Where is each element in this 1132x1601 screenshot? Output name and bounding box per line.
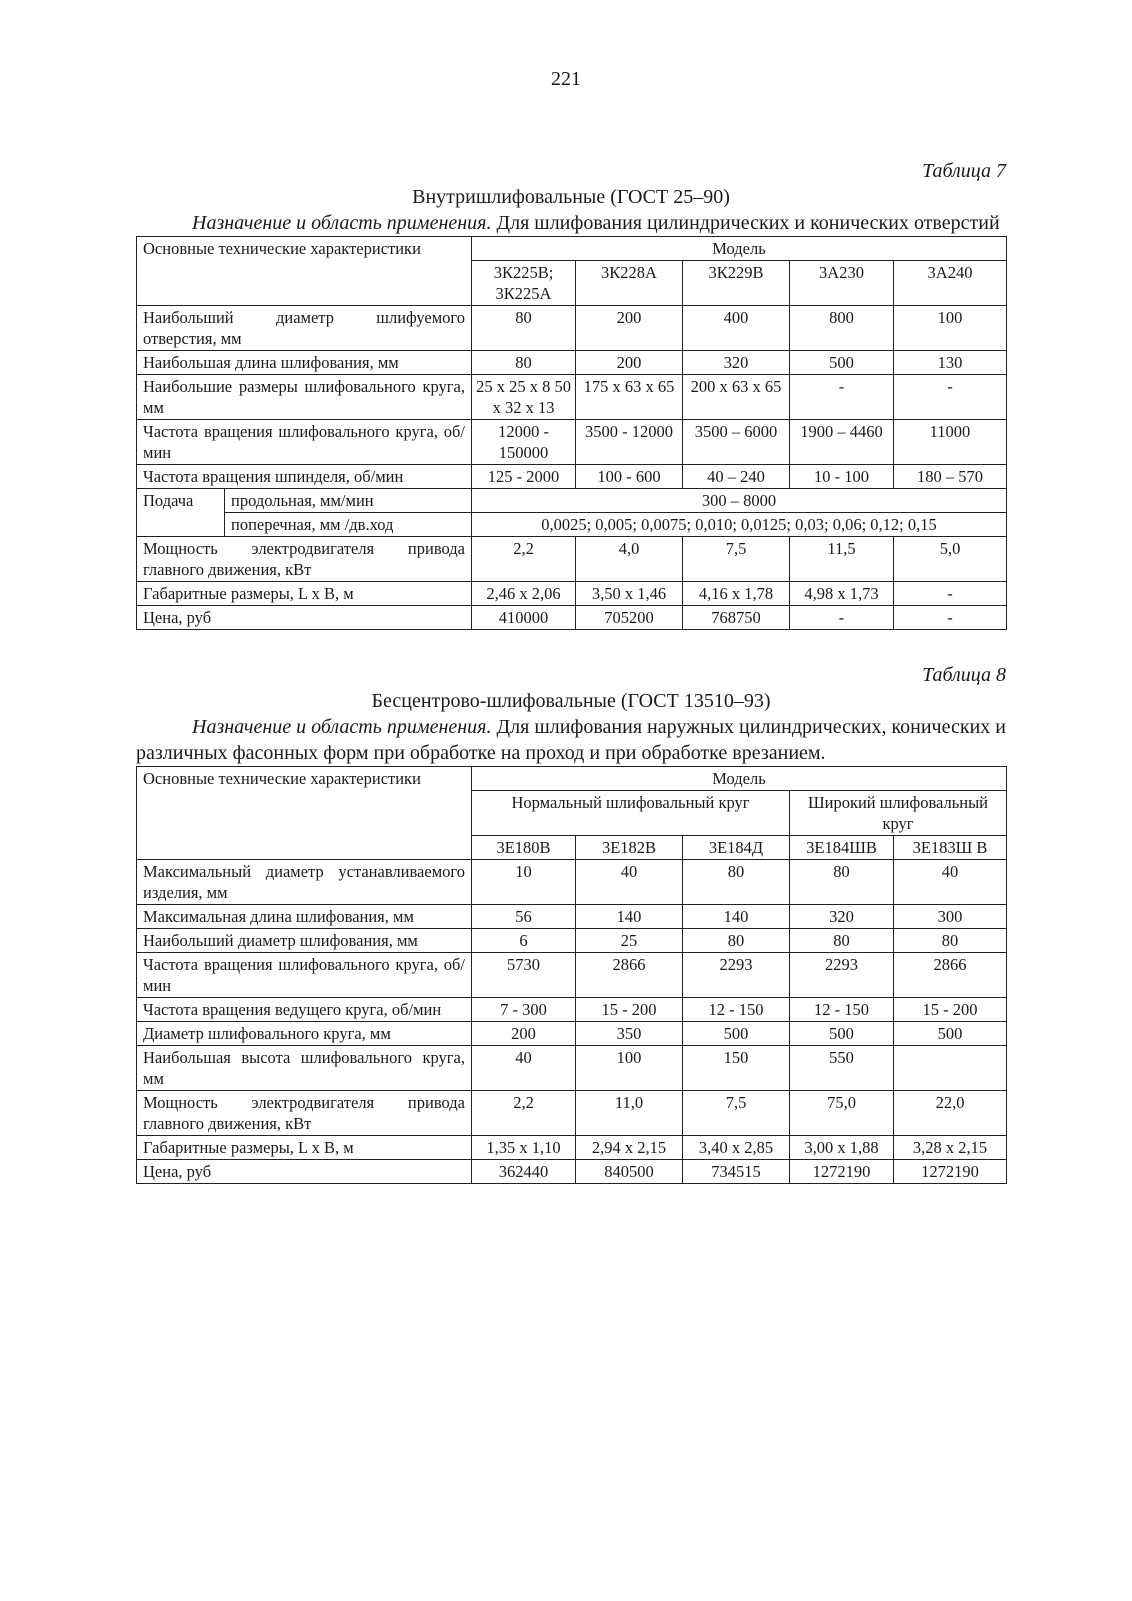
value-cell: 80 — [790, 929, 894, 953]
value-cell: 2,2 — [472, 1091, 576, 1136]
table-row — [137, 537, 1007, 582]
table8-purpose-text: Для шлифования наружных цилиндрических, конических и различных фасонных форм при обработке на проход и при обработке врезанием. — [136, 716, 1006, 764]
value-cell: 3,50 х 1,46 — [576, 582, 683, 606]
table-row — [137, 375, 1007, 420]
table8-title: Бесцентрово-шлифовальные (ГОСТ 13510–93) — [371, 690, 771, 712]
value-cell: 5730 — [472, 953, 576, 998]
feed-longitudinal-label: продольная, мм/мин — [225, 489, 472, 513]
model-cell: 3Е183Ш В — [894, 836, 1007, 860]
table7-purpose-text: Для шлифования цилиндрических и конических отверстий — [491, 212, 1000, 234]
row-label: Наибольший диаметр шлифования, мм — [137, 929, 472, 953]
table7-body — [137, 237, 1007, 630]
value-cell: 2866 — [894, 953, 1007, 998]
value-cell: 2,2 — [472, 537, 576, 582]
value-cell: 6 — [472, 929, 576, 953]
value-cell: 12 - 150 — [790, 998, 894, 1022]
value-cell: 80 — [472, 351, 576, 375]
value-cell: 800 — [790, 306, 894, 351]
value-cell: 40 — [576, 860, 683, 905]
row-label: Цена, руб — [137, 1160, 472, 1184]
table7-title: Внутришлифовальные (ГОСТ 25–90) — [412, 186, 730, 208]
value-cell: 4,0 — [576, 537, 683, 582]
value-cell: 15 - 200 — [894, 998, 1007, 1022]
table8-purpose-label: Назначение и область применения. — [192, 716, 492, 738]
table7 — [136, 236, 1007, 630]
value-cell: 10 — [472, 860, 576, 905]
value-cell: 100 - 600 — [576, 465, 683, 489]
header-model: Модель — [472, 237, 1007, 261]
value-cell: 11000 — [894, 420, 1007, 465]
table-row — [137, 905, 1007, 929]
value-cell: 125 - 2000 — [472, 465, 576, 489]
value-cell: 100 — [576, 1046, 683, 1091]
table-row — [137, 465, 1007, 489]
value-cell: 7 - 300 — [472, 998, 576, 1022]
value-cell: 80 — [472, 306, 576, 351]
value-cell: - — [790, 375, 894, 420]
value-cell: 75,0 — [790, 1091, 894, 1136]
value-cell: 11,0 — [576, 1091, 683, 1136]
value-cell: 734515 — [683, 1160, 790, 1184]
table-row — [137, 1160, 1007, 1184]
header-characteristics: Основные технические характеристики — [137, 767, 472, 860]
table7-purpose — [136, 210, 1006, 236]
feed-row-longitudinal — [137, 489, 1007, 513]
value-cell: 40 — [894, 860, 1007, 905]
table-row — [137, 929, 1007, 953]
value-cell: 4,16 х 1,78 — [683, 582, 790, 606]
value-cell: 500 — [683, 1022, 790, 1046]
row-label: Цена, руб — [137, 606, 472, 630]
row-label: Частота вращения шлифовального круга, об/мин — [137, 420, 472, 465]
value-cell: 200 — [576, 306, 683, 351]
value-cell: 175 х 63 х 65 — [576, 375, 683, 420]
row-label: Частота вращения ведущего круга, об/мин — [137, 998, 472, 1022]
group-normal-wheel: Нормальный шлифовальный круг — [472, 791, 790, 836]
value-cell: 2866 — [576, 953, 683, 998]
value-cell: 2293 — [790, 953, 894, 998]
value-cell: - — [894, 606, 1007, 630]
value-cell: 11,5 — [790, 537, 894, 582]
value-cell: 768750 — [683, 606, 790, 630]
value-cell: 10 - 100 — [790, 465, 894, 489]
value-cell: 80 — [790, 860, 894, 905]
value-cell: 140 — [576, 905, 683, 929]
value-cell: 2,46 х 2,06 — [472, 582, 576, 606]
value-cell: 200 — [576, 351, 683, 375]
value-cell: 80 — [683, 860, 790, 905]
value-cell: 40 – 240 — [683, 465, 790, 489]
table7-section — [136, 158, 1006, 630]
model-cell: 3Е184ШВ — [790, 836, 894, 860]
table-header-row — [137, 237, 1007, 261]
table-row — [137, 420, 1007, 465]
table-row — [137, 998, 1007, 1022]
model-cell: 3А240 — [894, 261, 1007, 306]
row-label: Наибольшие размеры шлифовального круга, мм — [137, 375, 472, 420]
value-cell: 5,0 — [894, 537, 1007, 582]
value-cell: 130 — [894, 351, 1007, 375]
model-cell: 3Е182В — [576, 836, 683, 860]
row-label: Частота вращения шлифовального круга, об/мин — [137, 953, 472, 998]
value-cell: 25 — [576, 929, 683, 953]
value-cell: 550 — [790, 1046, 894, 1091]
row-label: Максимальная длина шлифования, мм — [137, 905, 472, 929]
value-cell: 1272190 — [894, 1160, 1007, 1184]
row-label: Габаритные размеры, L х B, м — [137, 582, 472, 606]
value-cell: 80 — [894, 929, 1007, 953]
value-cell: 350 — [576, 1022, 683, 1046]
value-cell: - — [790, 606, 894, 630]
value-cell: 25 х 25 х 8 50 х 32 х 13 — [472, 375, 576, 420]
table-row — [137, 606, 1007, 630]
value-cell: 1,35 х 1,10 — [472, 1136, 576, 1160]
value-cell: 300 — [894, 905, 1007, 929]
table7-label: Таблица 7 — [922, 160, 1006, 182]
group-wide-wheel: Широкий шлифовальный круг — [790, 791, 1007, 836]
value-cell: 7,5 — [683, 537, 790, 582]
value-cell: 320 — [683, 351, 790, 375]
value-cell: 500 — [790, 351, 894, 375]
table8-label: Таблица 8 — [922, 664, 1006, 686]
value-cell: 400 — [683, 306, 790, 351]
value-cell: 150 — [683, 1046, 790, 1091]
feed-row-transverse — [137, 513, 1007, 537]
row-label: Наибольший диаметр шлифуемого отверстия, мм — [137, 306, 472, 351]
header-characteristics: Основные технические характеристики — [137, 237, 472, 306]
table8-section — [136, 662, 1006, 1184]
page-number: 221 — [551, 68, 581, 90]
value-cell: - — [894, 582, 1007, 606]
value-cell: 3500 - 12000 — [576, 420, 683, 465]
table8-body — [137, 767, 1007, 1184]
table-row — [137, 582, 1007, 606]
feed-transverse-value: 0,0025; 0,005; 0,0075; 0,010; 0,0125; 0,03; 0,06; 0,12; 0,15 — [472, 513, 1007, 537]
value-cell: 12 - 150 — [683, 998, 790, 1022]
value-cell: 15 - 200 — [576, 998, 683, 1022]
value-cell: 3,28 х 2,15 — [894, 1136, 1007, 1160]
row-label: Мощность электродвигателя привода главного движения, кВт — [137, 1091, 472, 1136]
row-label: Наибольшая длина шлифования, мм — [137, 351, 472, 375]
model-cell: 3К225В; 3К225А — [472, 261, 576, 306]
model-cell: 3К229В — [683, 261, 790, 306]
model-cell: 3Е180В — [472, 836, 576, 860]
table-row — [137, 306, 1007, 351]
model-cell: 3А230 — [790, 261, 894, 306]
row-label: Наибольшая высота шлифовального круга, мм — [137, 1046, 472, 1091]
feed-longitudinal-value: 300 – 8000 — [472, 489, 1007, 513]
row-label: Диаметр шлифовального круга, мм — [137, 1022, 472, 1046]
value-cell: 3,00 х 1,88 — [790, 1136, 894, 1160]
value-cell: 705200 — [576, 606, 683, 630]
table-row — [137, 860, 1007, 905]
table-header-row — [137, 767, 1007, 791]
value-cell: 40 — [472, 1046, 576, 1091]
table8 — [136, 766, 1007, 1184]
table-row — [137, 1022, 1007, 1046]
value-cell: 840500 — [576, 1160, 683, 1184]
value-cell: 12000 - 150000 — [472, 420, 576, 465]
value-cell: 1900 – 4460 — [790, 420, 894, 465]
table-row — [137, 1091, 1007, 1136]
value-cell: 22,0 — [894, 1091, 1007, 1136]
value-cell: 200 х 63 х 65 — [683, 375, 790, 420]
row-label: Частота вращения шпинделя, об/мин — [137, 465, 472, 489]
value-cell: 100 — [894, 306, 1007, 351]
value-cell: 500 — [894, 1022, 1007, 1046]
value-cell: 3,40 х 2,85 — [683, 1136, 790, 1160]
table7-purpose-label: Назначение и область применения. — [192, 212, 492, 234]
table-row — [137, 953, 1007, 998]
header-model: Модель — [472, 767, 1007, 791]
value-cell: 2293 — [683, 953, 790, 998]
row-label: Мощность электродвигателя привода главного движения, кВт — [137, 537, 472, 582]
value-cell: 7,5 — [683, 1091, 790, 1136]
value-cell: 80 — [683, 929, 790, 953]
value-cell: 1272190 — [790, 1160, 894, 1184]
value-cell: - — [894, 375, 1007, 420]
value-cell: 500 — [790, 1022, 894, 1046]
value-cell: 2,94 х 2,15 — [576, 1136, 683, 1160]
value-cell: 3500 – 6000 — [683, 420, 790, 465]
row-label: Максимальный диаметр устанавливаемого изделия, мм — [137, 860, 472, 905]
table-row — [137, 1046, 1007, 1091]
value-cell — [894, 1046, 1007, 1091]
model-cell: 3Е184Д — [683, 836, 790, 860]
value-cell: 320 — [790, 905, 894, 929]
model-cell: 3К228А — [576, 261, 683, 306]
feed-label: Подача — [137, 489, 225, 537]
value-cell: 410000 — [472, 606, 576, 630]
row-label: Габаритные размеры, L х B, м — [137, 1136, 472, 1160]
feed-transverse-label: поперечная, мм /дв.ход — [225, 513, 472, 537]
value-cell: 4,98 х 1,73 — [790, 582, 894, 606]
value-cell: 180 – 570 — [894, 465, 1007, 489]
value-cell: 200 — [472, 1022, 576, 1046]
value-cell: 140 — [683, 905, 790, 929]
table-row — [137, 1136, 1007, 1160]
value-cell: 362440 — [472, 1160, 576, 1184]
value-cell: 56 — [472, 905, 576, 929]
table-row — [137, 351, 1007, 375]
table8-purpose — [136, 714, 1006, 766]
